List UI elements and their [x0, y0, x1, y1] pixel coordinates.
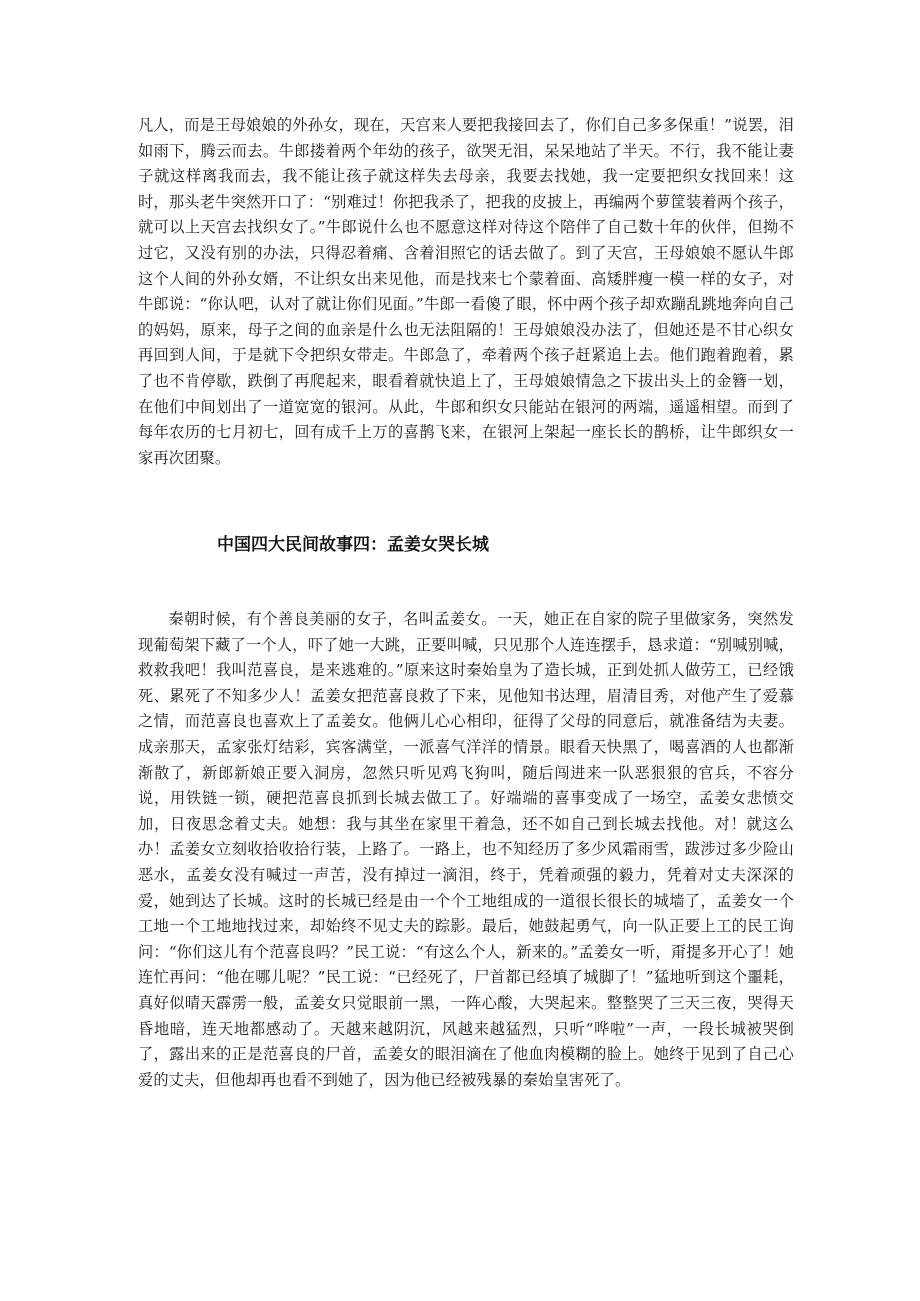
section-heading: 中国四大民间故事四：孟姜女哭长城 [217, 535, 489, 555]
continuation-paragraph: 凡人，而是王母娘娘的外孙女，现在，天宫来人要把我接回去了，你们自己多多保重！”说罢，泪如雨下，腾云而去。牛郎搂着两个年幼的孩子，欲哭无泪，呆呆地站了半天。不行，我不能让妻子就这样离我而去，我不能让孩子就这样失去母亲，我要去找她，我一定要把织女找回来！这时，那头老牛突然开口了：“别难过！你把我杀了，把我的皮披上，再编两个萝筐装着两个孩子，就可以上天宫去找织女了。”牛郎说什么也不愿意这样对待这个陪伴了自己数十年的伙伴，但拗不过它，又没有别的办法，只得忍着痛、含着泪照它的话去做了。到了天宫，王母娘娘不愿认牛郎这个人间的外孙女婿，不让织女出来见他，而是找来七个蒙着面、高矮胖瘦一模一样的女子，对牛郎说：“你认吧，认对了就让你们见面。”牛郎一看傻了眼，怀中两个孩子却欢蹦乱跳地奔向自己的妈妈，原来，母子之间的血亲是什么也无法阻隔的！王母娘娘没办法了，但她还是不甘心织女再回到人间，于是就下令把织女带走。牛郎急了，牵着两个孩子赶紧追上去。他们跑着跑着，累了也不肯停歇，跌倒了再爬起来，眼看着就快追上了，王母娘娘情急之下拔出头上的金簪一划，在他们中间划出了一道宽宽的银河。从此，牛郎和织女只能站在银河的两端，遥遥相望。而到了每年农历的七月初七，回有成千上万的喜鹊飞来，在银河上架起一座长长的鹊桥，让牛郎织女一家再次团聚。 [138, 116, 794, 467]
story-paragraph: 秦朝时候，有个善良美丽的女子，名叫孟姜女。一天，她正在自家的院子里做家务，突然发现葡萄架下藏了一个人，吓了她一大跳，正要叫喊，只见那个人连连摆手，恳求道：“别喊别喊，救救我吧！我叫范喜良，是来逃难的。”原来这时秦始皇为了造长城，正到处抓人做劳工，已经饿死、累死了不知多少人！孟姜女把范喜良救了下来，见他知书达理，眉清目秀，对他产生了爱慕之情，而范喜良也喜欢上了孟姜女。他俩儿心心相印，征得了父母的同意后，就准备结为夫妻。成亲那天，孟家张灯结彩，宾客满堂，一派喜气洋洋的情景。眼看天快黑了，喝喜酒的人也都渐渐散了，新郎新娘正要入洞房，忽然只听见鸡飞狗叫，随后闯进来一队恶狠狠的官兵，不容分说，用铁链一锁，硬把范喜良抓到长城去做工了。好端端的喜事变成了一场空，孟姜女悲愤交加，日夜思念着丈夫。她想：我与其坐在家里干着急，还不如自己到长城去找他。对！就这么办！孟姜女立刻收拾收拾行装，上路了。一路上，也不知经历了多少风霜雨雪，跋涉过多少险山恶水，孟姜女没有喊过一声苦，没有掉过一滴泪，终于，凭着顽强的毅力，凭着对丈夫深深的爱，她到达了长城。这时的长城已经是由一个个工地组成的一道很长很长的城墙了，孟姜女一个工地一个工地地找过来，却始终不见丈夫的踪影。最后，她鼓起勇气，向一队正要上工的民工询问：“你们这儿有个范喜良吗？”民工说：“有这么个人，新来的。”孟姜女一听，甭提多开心了！她连忙再问：“他在哪儿呢？”民工说：“已经死了，尸首都已经填了城脚了！”猛地听到这个噩耗，真好似晴天霹雳一般，孟姜女只觉眼前一黑，一阵心酸，大哭起来。整整哭了三天三夜，哭得天昏地暗，连天地都感动了。天越来越阴沉，风越来越猛烈，只听“哗啦”一声，一段长城被哭倒了，露出来的正是范喜良的尸首，孟姜女的眼泪滴在了他血肉模糊的脸上。她终于见到了自己心爱的丈夫，但他却再也看不到她了，因为他已经被残暴的秦始皇害死了。 [138, 610, 794, 1089]
